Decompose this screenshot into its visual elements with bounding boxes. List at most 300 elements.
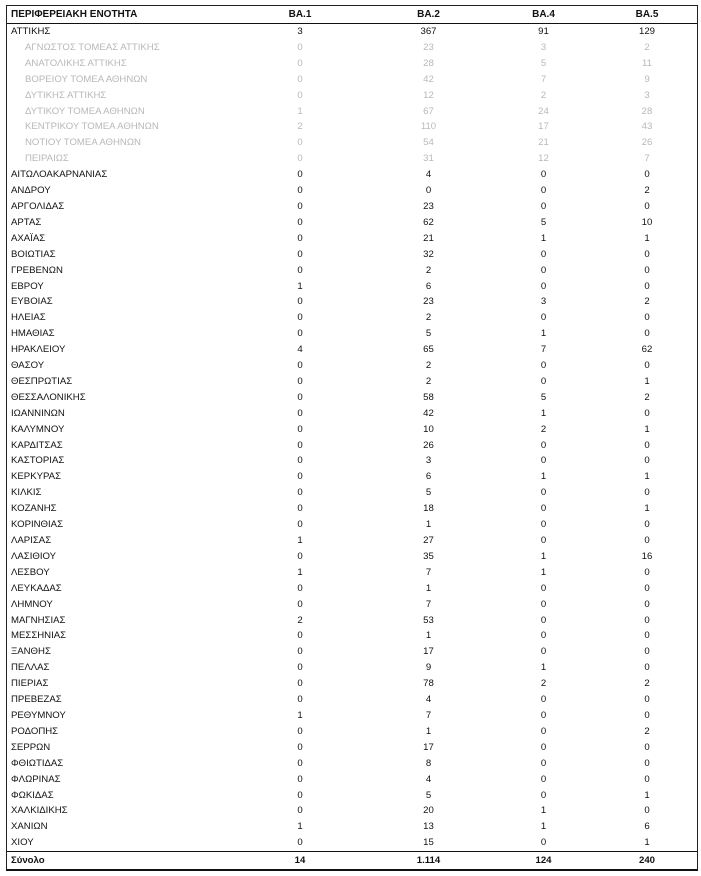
value-ba2: 7: [425, 566, 432, 578]
regional-unit-name: ΠΕΙΡΑΙΩΣ: [25, 153, 69, 165]
table-body: [7, 24, 697, 852]
sub-region-row: [7, 56, 697, 72]
value-ba1: 0: [297, 169, 303, 181]
regional-unit-name: ΛΕΥΚΑΔΑΣ: [11, 582, 62, 594]
table-row: [7, 628, 697, 644]
value-ba2: 1: [425, 519, 432, 531]
total-ba5: 240: [597, 852, 697, 870]
table-row: [7, 263, 697, 279]
value-ba2: 21: [423, 232, 434, 244]
value-ba4: 17: [538, 121, 549, 133]
value-ba2: 15: [423, 837, 434, 849]
value-ba1: 0: [297, 296, 303, 308]
value-ba4: 1: [540, 328, 547, 340]
value-ba5: 0: [644, 487, 650, 499]
regional-unit-name: ΚΟΖΑΝΗΣ: [11, 503, 57, 515]
header-ba4: ΒΑ.4: [490, 6, 597, 24]
value-ba1: 1: [297, 709, 303, 721]
value-ba4: 1: [540, 550, 547, 562]
value-ba1: 0: [297, 137, 303, 149]
value-ba1: 0: [297, 360, 303, 372]
table-row: [7, 199, 697, 215]
sub-region-row: [7, 135, 697, 151]
value-ba1: 0: [297, 232, 303, 244]
regional-unit-name: ΚΟΡΙΝΘΙΑΣ: [11, 519, 64, 531]
value-ba4: 1: [540, 471, 547, 483]
value-ba2: 53: [423, 614, 434, 626]
value-ba5: 2: [644, 678, 650, 690]
value-ba1: 0: [297, 185, 303, 197]
value-ba4: 0: [540, 487, 547, 499]
value-ba1: 2: [297, 614, 303, 626]
value-ba2: 27: [423, 535, 434, 546]
value-ba5: 0: [644, 662, 650, 674]
value-ba4: 0: [540, 725, 547, 737]
value-ba5: 28: [641, 105, 653, 117]
value-ba1: 0: [297, 630, 303, 642]
value-ba5: 0: [644, 773, 650, 785]
regional-unit-name: ΛΗΜΝΟΥ: [11, 598, 53, 610]
value-ba5: 1: [644, 232, 650, 244]
value-ba2: 110: [420, 121, 437, 133]
value-ba5: 0: [644, 566, 650, 578]
regional-unit-name: ΧΑΝΙΩΝ: [11, 821, 48, 833]
value-ba4: 2: [540, 678, 547, 690]
value-ba2: 6: [425, 471, 432, 483]
value-ba1: 0: [297, 519, 303, 531]
value-ba2: 0: [425, 185, 432, 197]
value-ba5: 26: [641, 137, 653, 149]
table-row: [7, 24, 697, 40]
regional-unit-name: ΗΛΕΙΑΣ: [11, 312, 46, 324]
value-ba2: 78: [423, 678, 434, 690]
value-ba5: 0: [644, 407, 650, 419]
value-ba2: 5: [425, 487, 432, 499]
value-ba2: 1: [425, 630, 432, 642]
value-ba2: 5: [425, 789, 432, 801]
value-ba2: 9: [425, 662, 432, 674]
value-ba1: 0: [297, 662, 303, 674]
value-ba4: 91: [538, 26, 549, 37]
value-ba5: 0: [644, 519, 650, 531]
value-ba5: 129: [638, 26, 655, 37]
value-ba5: 0: [644, 455, 650, 467]
value-ba1: 0: [297, 678, 303, 690]
value-ba1: 0: [297, 773, 303, 785]
regional-unit-name: ΚΑΛΥΜΝΟΥ: [11, 423, 65, 435]
value-ba5: 0: [644, 630, 650, 642]
value-ba4: 1: [540, 805, 547, 817]
value-ba2: 5: [425, 328, 432, 340]
table-row: [7, 517, 697, 533]
value-ba5: 16: [641, 550, 653, 562]
value-ba5: 0: [644, 757, 650, 769]
total-ba4: 124: [490, 852, 597, 870]
regional-unit-name: ΦΛΩΡΙΝΑΣ: [11, 773, 61, 785]
value-ba4: 0: [540, 375, 547, 387]
value-ba4: 21: [538, 137, 549, 149]
table-row: [7, 597, 697, 613]
value-ba4: 0: [540, 439, 547, 451]
value-ba2: 13: [423, 821, 434, 833]
table-row: [7, 453, 697, 469]
value-ba2: 54: [423, 137, 434, 149]
table-row: [7, 756, 697, 772]
regional-unit-name: ΓΡΕΒΕΝΩΝ: [11, 264, 63, 276]
value-ba4: 0: [540, 630, 547, 642]
value-ba1: 0: [297, 407, 303, 419]
regional-unit-name: ΣΕΡΡΩΝ: [11, 741, 51, 753]
table-row: [7, 660, 697, 676]
value-ba1: 1: [297, 280, 303, 292]
table-row: [7, 676, 697, 692]
table-row: [7, 469, 697, 485]
value-ba4: 2: [540, 89, 547, 101]
regional-unit-name: ΛΑΡΙΣΑΣ: [11, 535, 52, 546]
value-ba5: 0: [644, 169, 650, 181]
value-ba5: 11: [642, 57, 652, 69]
value-ba2: 1: [425, 582, 432, 594]
value-ba2: 62: [423, 216, 434, 228]
value-ba1: 0: [297, 248, 303, 260]
table-row: [7, 724, 697, 740]
value-ba5: 43: [641, 121, 653, 133]
value-ba5: 0: [644, 328, 650, 340]
value-ba4: 0: [540, 185, 547, 197]
value-ba2: 2: [425, 264, 432, 276]
table-row: [7, 485, 697, 501]
sub-region-row: [7, 119, 697, 135]
regional-unit-name: ΛΕΣΒΟΥ: [11, 566, 50, 578]
table-row: [7, 247, 697, 263]
value-ba1: 0: [297, 264, 303, 276]
table-row: [7, 374, 697, 390]
value-ba1: 0: [297, 312, 303, 324]
value-ba5: 0: [644, 709, 650, 721]
value-ba4: 0: [540, 248, 547, 260]
value-ba1: 4: [297, 344, 303, 356]
table-row: [7, 406, 697, 422]
value-ba2: 2: [425, 312, 432, 324]
value-ba1: 0: [297, 503, 303, 515]
sub-region-row: [7, 72, 697, 88]
value-ba1: 0: [297, 328, 303, 340]
value-ba5: 0: [644, 439, 650, 451]
header-ba5: ΒΑ.5: [597, 6, 697, 24]
value-ba5: 0: [644, 264, 650, 276]
value-ba4: 0: [540, 773, 547, 785]
value-ba5: 1: [644, 423, 650, 435]
table-row: [7, 613, 697, 629]
value-ba5: 3: [644, 89, 650, 101]
value-ba5: 0: [644, 805, 650, 817]
regional-unit-name: ΑΝΔΡΟΥ: [11, 185, 51, 197]
value-ba1: 0: [297, 805, 303, 817]
value-ba1: 1: [297, 535, 303, 546]
value-ba2: 23: [423, 41, 434, 53]
value-ba5: 2: [644, 296, 650, 308]
table-row: [7, 788, 697, 804]
value-ba1: 0: [297, 837, 303, 849]
value-ba2: 28: [423, 57, 434, 69]
regional-unit-name: ΧΙΟΥ: [11, 837, 34, 849]
value-ba4: 0: [540, 312, 547, 324]
regional-unit-name: ΜΑΓΝΗΣΙΑΣ: [11, 614, 66, 626]
value-ba2: 4: [425, 773, 432, 785]
regional-unit-name: ΔΥΤΙΚΟΥ ΤΟΜΕΑ ΑΘΗΝΩΝ: [25, 105, 145, 117]
value-ba2: 2: [425, 360, 432, 372]
value-ba2: 42: [423, 407, 434, 419]
value-ba2: 35: [423, 550, 434, 562]
sub-region-row: [7, 151, 697, 167]
regional-unit-name: ΦΘΙΩΤΙΔΑΣ: [11, 757, 64, 769]
regional-unit-name: ΑΝΑΤΟΛΙΚΗΣ ΑΤΤΙΚΗΣ: [25, 57, 127, 69]
value-ba4: 0: [540, 598, 547, 610]
value-ba5: 1: [644, 789, 650, 801]
value-ba1: 0: [297, 73, 303, 85]
value-ba4: 0: [540, 360, 547, 372]
value-ba5: 0: [644, 312, 650, 324]
regional-cases-table-container: [6, 5, 698, 871]
regional-unit-name: ΔΥΤΙΚΗΣ ΑΤΤΙΚΗΣ: [25, 89, 107, 101]
value-ba1: 0: [297, 423, 303, 435]
regional-unit-name: ΡΟΔΟΠΗΣ: [11, 725, 59, 737]
value-ba5: 0: [644, 598, 650, 610]
value-ba1: 0: [297, 598, 303, 610]
regional-unit-name: ΑΡΓΟΛΙΔΑΣ: [11, 200, 65, 212]
table-row: [7, 501, 697, 517]
value-ba1: 0: [297, 646, 303, 658]
table-row: [7, 167, 697, 183]
regional-unit-name: ΘΕΣΠΡΩΤΙΑΣ: [11, 375, 73, 387]
value-ba1: 0: [297, 582, 303, 594]
value-ba1: 0: [297, 216, 303, 228]
regional-unit-name: ΚΙΛΚΙΣ: [11, 487, 42, 499]
table-row: [7, 215, 697, 231]
regional-unit-name: ΞΑΝΘΗΣ: [11, 646, 51, 658]
value-ba2: 23: [423, 296, 434, 308]
value-ba1: 0: [297, 375, 303, 387]
value-ba5: 1: [644, 503, 650, 515]
value-ba2: 31: [423, 153, 434, 165]
value-ba4: 0: [540, 503, 547, 515]
table-row: [7, 565, 697, 581]
value-ba5: 0: [644, 646, 650, 658]
value-ba5: 0: [644, 535, 650, 546]
value-ba1: 0: [297, 471, 303, 483]
value-ba1: 0: [297, 455, 303, 467]
value-ba2: 18: [423, 503, 434, 515]
value-ba4: 1: [540, 566, 547, 578]
table-row: [7, 438, 697, 454]
table-row: [7, 803, 697, 819]
value-ba2: 1: [425, 725, 432, 737]
value-ba2: 20: [423, 805, 434, 817]
value-ba4: 3: [540, 296, 547, 308]
value-ba4: 0: [540, 741, 547, 753]
regional-unit-name: ΚΑΣΤΟΡΙΑΣ: [11, 455, 65, 467]
value-ba5: 7: [644, 153, 650, 165]
regional-unit-name: ΕΥΒΟΙΑΣ: [11, 296, 53, 308]
value-ba5: 2: [644, 391, 650, 403]
value-ba4: 0: [540, 757, 547, 769]
value-ba4: 1: [540, 407, 547, 419]
sub-region-row: [7, 104, 697, 120]
table-row: [7, 358, 697, 374]
value-ba2: 7: [425, 598, 432, 610]
table-row: [7, 342, 697, 358]
table-row: [7, 708, 697, 724]
value-ba1: 0: [297, 439, 303, 451]
value-ba5: 62: [641, 344, 653, 356]
regional-unit-name: ΑΧΑΪΑΣ: [11, 232, 46, 244]
regional-unit-name: ΑΡΤΑΣ: [11, 216, 42, 228]
table-row: [7, 819, 697, 835]
sub-region-row: [7, 40, 697, 56]
value-ba2: 17: [423, 646, 434, 658]
value-ba4: 24: [538, 105, 549, 117]
regional-unit-name: ΗΡΑΚΛΕΙΟΥ: [11, 344, 66, 356]
value-ba2: 17: [423, 741, 434, 753]
value-ba2: 58: [423, 391, 434, 403]
regional-unit-name: ΠΙΕΡΙΑΣ: [11, 678, 49, 690]
value-ba5: 0: [644, 360, 650, 372]
value-ba1: 1: [297, 566, 303, 578]
total-row: [7, 852, 697, 870]
table-row: [7, 183, 697, 199]
value-ba2: 367: [420, 26, 437, 37]
table-row: [7, 835, 697, 851]
value-ba1: 0: [297, 789, 303, 801]
value-ba1: 0: [297, 391, 303, 403]
value-ba4: 1: [540, 821, 547, 833]
table-row: [7, 326, 697, 342]
value-ba4: 5: [540, 391, 547, 403]
table-row: [7, 310, 697, 326]
value-ba5: 0: [644, 614, 650, 626]
table-row: [7, 231, 697, 247]
value-ba1: 0: [297, 153, 303, 165]
value-ba4: 0: [540, 519, 547, 531]
value-ba1: 2: [297, 121, 303, 133]
regional-cases-table: [7, 6, 697, 869]
sub-region-row: [7, 88, 697, 104]
regional-unit-name: ΚΑΡΔΙΤΣΑΣ: [11, 439, 63, 451]
value-ba2: 42: [423, 73, 434, 85]
table-row: [7, 549, 697, 565]
value-ba1: 1: [297, 105, 303, 117]
value-ba5: 0: [644, 248, 650, 260]
value-ba2: 3: [425, 455, 432, 467]
value-ba4: 5: [540, 57, 547, 69]
table-row: [7, 692, 697, 708]
table-row: [7, 422, 697, 438]
value-ba5: 9: [644, 73, 650, 85]
regional-unit-name: ΛΑΣΙΘΙΟΥ: [11, 550, 57, 562]
value-ba5: 6: [644, 821, 650, 833]
value-ba1: 3: [297, 26, 303, 37]
regional-unit-name: ΜΕΣΣΗΝΙΑΣ: [11, 630, 67, 642]
regional-unit-name: ΧΑΛΚΙΔΙΚΗΣ: [11, 805, 68, 817]
regional-unit-name: ΑΤΤΙΚΗΣ: [11, 26, 51, 37]
value-ba5: 10: [641, 216, 653, 228]
value-ba2: 2: [425, 375, 432, 387]
regional-unit-name: ΒΟΡΕΙΟΥ ΤΟΜΕΑ ΑΘΗΝΩΝ: [25, 73, 148, 85]
value-ba1: 0: [297, 757, 303, 769]
regional-unit-name: ΠΡΕΒΕΖΑΣ: [11, 694, 62, 706]
value-ba5: 0: [644, 280, 650, 292]
total-ba1: 14: [233, 852, 367, 870]
value-ba4: 0: [540, 200, 547, 212]
value-ba1: 0: [297, 694, 303, 706]
regional-unit-name: ΑΓΝΩΣΤΟΣ ΤΟΜΕΑΣ ΑΤΤΙΚΗΣ: [25, 41, 160, 53]
value-ba4: 3: [540, 41, 547, 53]
header-ba2: ΒΑ.2: [367, 6, 490, 24]
regional-unit-name: ΑΙΤΩΛΟΑΚΑΡΝΑΝΙΑΣ: [11, 169, 108, 181]
value-ba1: 0: [297, 741, 303, 753]
value-ba2: 8: [425, 757, 432, 769]
value-ba4: 0: [540, 264, 547, 276]
value-ba2: 67: [423, 105, 434, 117]
regional-unit-name: ΝΟΤΙΟΥ ΤΟΜΕΑ ΑΘΗΝΩΝ: [25, 137, 141, 149]
value-ba2: 12: [423, 89, 434, 101]
table-row: [7, 533, 697, 549]
value-ba5: 0: [644, 200, 650, 212]
value-ba4: 0: [540, 646, 547, 658]
value-ba5: 1: [644, 471, 650, 483]
value-ba4: 2: [540, 423, 547, 435]
regional-unit-name: ΒΟΙΩΤΙΑΣ: [11, 248, 56, 260]
value-ba5: 1: [644, 837, 650, 849]
value-ba1: 1: [297, 821, 303, 833]
value-ba2: 7: [425, 709, 432, 721]
value-ba1: 0: [297, 725, 303, 737]
value-ba1: 0: [297, 41, 303, 53]
value-ba4: 0: [540, 280, 547, 292]
header-ba1: ΒΑ.1: [233, 6, 367, 24]
regional-unit-name: ΡΕΘΥΜΝΟΥ: [11, 709, 66, 721]
value-ba4: 0: [540, 535, 547, 546]
value-ba2: 4: [425, 694, 432, 706]
value-ba4: 0: [540, 169, 547, 181]
table-row: [7, 740, 697, 756]
value-ba4: 0: [540, 694, 547, 706]
value-ba4: 0: [540, 709, 547, 721]
value-ba4: 0: [540, 614, 547, 626]
value-ba5: 0: [644, 582, 650, 594]
value-ba5: 2: [644, 41, 650, 53]
value-ba2: 23: [423, 200, 434, 212]
regional-unit-name: ΠΕΛΛΑΣ: [11, 662, 50, 674]
table-row: [7, 644, 697, 660]
value-ba4: 0: [540, 455, 547, 467]
value-ba5: 0: [644, 694, 650, 706]
table-header-row: [7, 6, 697, 24]
value-ba4: 1: [540, 232, 547, 244]
value-ba1: 0: [297, 57, 303, 69]
total-label: Σύνολο: [7, 852, 233, 870]
value-ba1: 0: [297, 487, 303, 499]
value-ba2: 32: [423, 248, 434, 260]
regional-unit-name: ΕΒΡΟΥ: [11, 280, 44, 292]
value-ba5: 2: [644, 185, 650, 197]
regional-unit-name: ΘΕΣΣΑΛΟΝΙΚΗΣ: [11, 391, 86, 403]
value-ba2: 6: [425, 280, 432, 292]
value-ba2: 10: [423, 423, 434, 435]
value-ba4: 5: [540, 216, 547, 228]
table-row: [7, 390, 697, 406]
value-ba2: 65: [423, 344, 434, 356]
